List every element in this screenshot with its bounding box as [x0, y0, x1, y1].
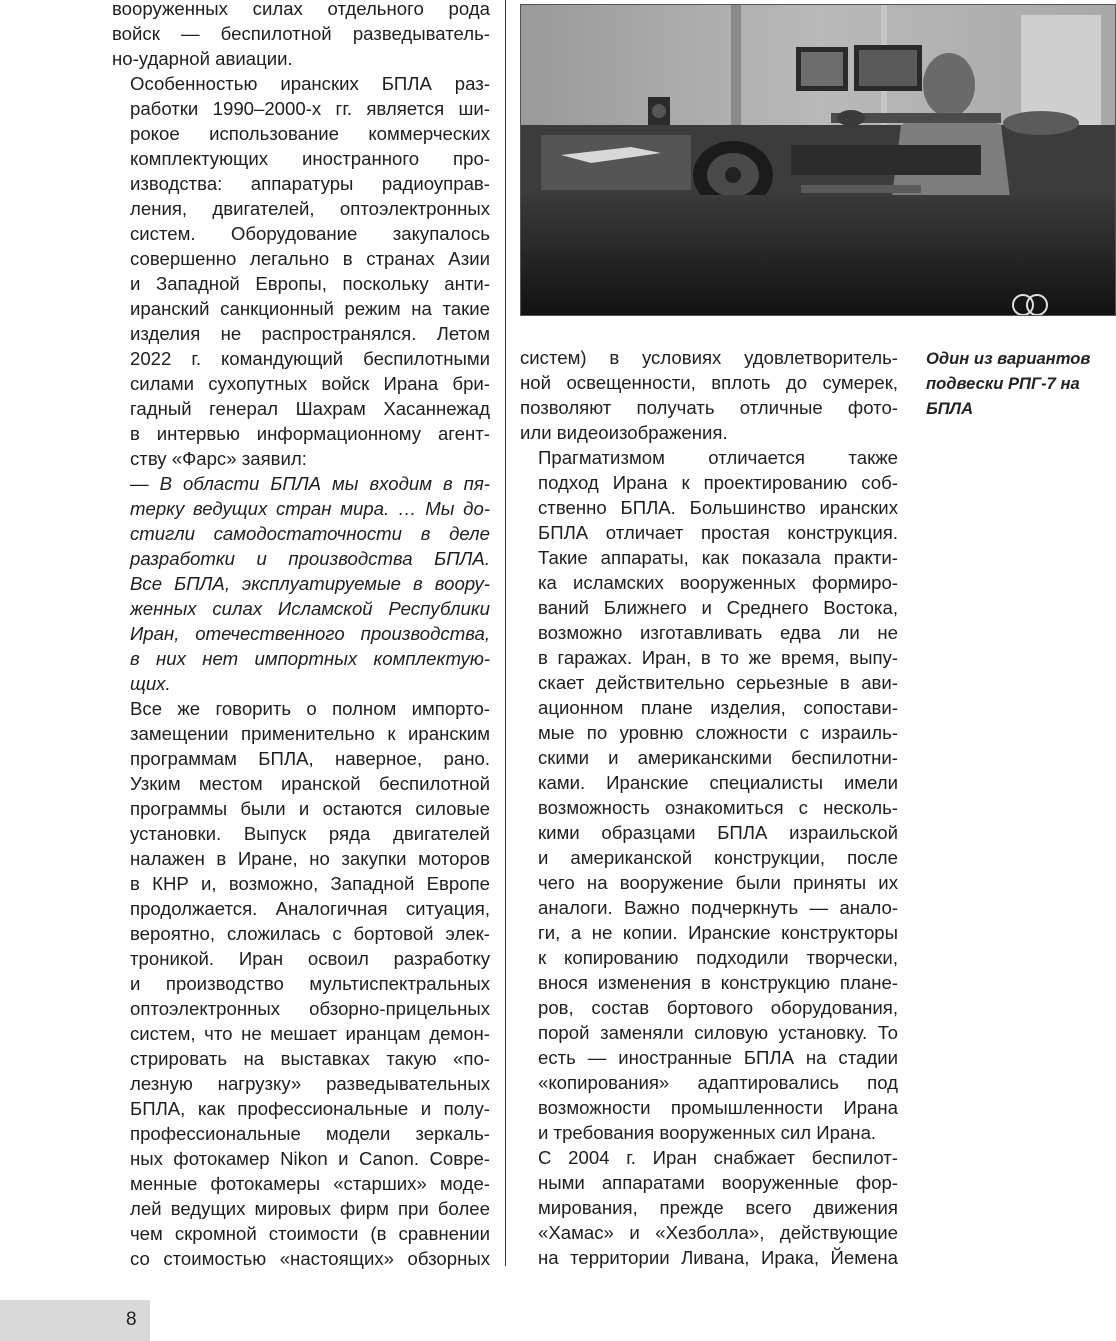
text-line: щих.: [130, 673, 171, 694]
text-line: ка исламских вооруженных формиро-: [538, 572, 898, 593]
text-line: ров, состав бортового оборудования,: [538, 997, 898, 1018]
paragraph-left-2: [112, 71, 490, 471]
text-line: ваний Ближнего и Среднего Востока,: [538, 597, 898, 618]
text-line: терку ведущих стран мира. … Мы до-: [130, 498, 490, 519]
text-line: Узким местом иранской беспилотной: [130, 773, 490, 794]
text-line: мирования, прежде всего движения: [538, 1197, 898, 1218]
text-line: ственно БПЛА. Большинство иранских: [538, 497, 898, 518]
text-line: чего на вооружение были приняты их: [538, 872, 898, 893]
paragraph-right-3: [520, 1145, 898, 1270]
figure-caption: [926, 346, 1116, 421]
text-line: лезную нагрузку» разведывательных: [130, 1073, 490, 1094]
text-line: скает действительно серьезные в ави-: [538, 672, 898, 693]
paragraph-left-4: [112, 696, 490, 1271]
text-line: ления, двигателей, оптоэлектронных: [130, 198, 490, 219]
text-line: мые по уровню сложности с израиль-: [538, 722, 898, 743]
caption-line: Один из вариантов: [926, 349, 1091, 368]
text-line: ных фотокамер Nikon и Canon. Совре-: [130, 1148, 490, 1169]
text-line: иранский санкционный режим на такие: [130, 298, 490, 319]
text-line: налажен в Иране, но закупки моторов: [130, 848, 490, 869]
caption-line: подвески РПГ-7 на: [926, 374, 1080, 393]
text-line: систем. Оборудование закупалось: [130, 223, 490, 244]
text-line: изделия не распространялся. Летом: [130, 323, 490, 344]
text-line: изводства: аппаратуры радиоуправ-: [130, 173, 490, 194]
text-line: ками. Иранские специалисты имели: [538, 772, 898, 793]
text-line: в КНР и, возможно, Западной Европе: [130, 873, 490, 894]
text-line: гадный генерал Шахрам Хасаннежад: [130, 398, 490, 419]
text-line: программы были и остаются силовые: [130, 798, 490, 819]
text-line: есть — иностранные БПЛА на стадии: [538, 1047, 898, 1068]
text-line: порой заменяли силовую установку. То: [538, 1022, 898, 1043]
text-line: — В области БПЛА мы входим в пя-: [130, 473, 490, 494]
paragraph-right-2: [520, 445, 898, 1145]
quote-paragraph: [112, 471, 490, 696]
text-line: продолжается. Аналогичная ситуация,: [130, 898, 490, 919]
text-line: скими и американскими беспилотни-: [538, 747, 898, 768]
text-line: рокое использование коммерческих: [130, 123, 490, 144]
text-line: БПЛА отличает простая конструкция.: [538, 522, 898, 543]
text-line: и Западной Европы, поскольку анти-: [130, 273, 490, 294]
text-line: и американской конструкции, после: [538, 847, 898, 868]
text-line: возможно изготавливать едва ли не: [538, 622, 898, 643]
text-line: и производство мультиспектральных: [130, 973, 490, 994]
text-line: стигли самодостаточности в деле: [130, 523, 490, 544]
text-line: Иран, отечественного производства,: [130, 623, 490, 644]
paragraph-left-1: [112, 0, 490, 71]
text-line: Прагматизмом отличается также: [538, 447, 898, 468]
text-line: разработки и производства БПЛА.: [130, 548, 490, 569]
text-line: в гаражах. Иран, в то же время, выпу-: [538, 647, 898, 668]
text-line: возможность ознакомиться с несколь-: [538, 797, 898, 818]
text-line: со стоимостью «настоящих» обзорных: [130, 1248, 490, 1269]
text-line: в них нет импортных комплектую-: [130, 648, 490, 669]
text-line: Такие аппараты, как показала практи-: [538, 547, 898, 568]
text-line: Все БПЛА, эксплуатируемые в воору-: [130, 573, 490, 594]
text-line: троникой. Иран освоил разработку: [130, 948, 490, 969]
text-line: вероятно, сложилась с бортовой элек-: [130, 923, 490, 944]
text-line: силами сухопутных войск Ирана бри-: [130, 373, 490, 394]
text-line: на территории Ливана, Ирака, Йемена: [538, 1247, 898, 1268]
caption-line: БПЛА: [926, 399, 974, 418]
figure-photo: [520, 4, 1116, 316]
text-line: подход Ирана к проектированию соб-: [538, 472, 898, 493]
text-line: «копирования» адаптировались под: [538, 1072, 898, 1093]
text-line: вооруженных силах отдельного рода: [112, 0, 490, 19]
column-divider: [505, 0, 506, 1266]
text-line: лей ведущих мировых фирм при более: [130, 1198, 490, 1219]
text-line: БПЛА, как профессиональные и полу-: [130, 1098, 490, 1119]
text-line: С 2004 г. Иран снабжает беспилот-: [538, 1147, 898, 1168]
text-line: комплектующих иностранного про-: [130, 148, 490, 169]
text-line: ационном плане изделия, сопостави-: [538, 697, 898, 718]
text-line: но-ударной авиации.: [112, 48, 293, 69]
text-line: чем скромной стоимости (в сравнении: [130, 1223, 490, 1244]
text-line: к копированию подходили творчески,: [538, 947, 898, 968]
page-number: 8: [126, 1309, 137, 1330]
paragraph-right-1: [520, 345, 898, 445]
text-line: профессиональные модели зеркаль-: [130, 1123, 490, 1144]
text-line: 2022 г. командующий беспилотными: [130, 348, 490, 369]
text-line: в интервью информационному агент-: [130, 423, 490, 444]
left-column: [112, 0, 490, 1271]
text-line: аналоги. Важно подчеркнуть — анало-: [538, 897, 898, 918]
text-line: замещении применительно к иранским: [130, 723, 490, 744]
text-line: Особенностью иранских БПЛА раз-: [130, 73, 490, 94]
text-line: установки. Выпуск ряда двигателей: [130, 823, 490, 844]
text-line: Все же говорить о полном импорто-: [130, 698, 490, 719]
text-line: систем, что не мешает иранцам демон-: [130, 1023, 490, 1044]
text-line: женных силах Исламской Республики: [130, 598, 490, 619]
text-line: ной освещенности, вплоть до сумерек,: [520, 372, 898, 393]
text-line: и требования вооруженных сил Ирана.: [538, 1122, 877, 1143]
text-line: менные фотокамеры «старших» моде-: [130, 1173, 490, 1194]
text-line: ги, а не копии. Иранские конструкторы: [538, 922, 898, 943]
text-line: внося изменения в конструкцию плане-: [538, 972, 898, 993]
right-column: [520, 345, 898, 1270]
text-line: позволяют получать отличные фото-: [520, 397, 898, 418]
text-line: ству «Фарс» заявил:: [130, 448, 307, 469]
text-line: программам БПЛА, наверное, рано.: [130, 748, 490, 769]
text-line: ными аппаратами вооруженные фор-: [538, 1172, 898, 1193]
text-line: возможности промышленности Ирана: [538, 1097, 898, 1118]
text-line: работки 1990–2000-х гг. является ши-: [130, 98, 490, 119]
text-line: «Хамас» и «Хезболла», действующие: [538, 1222, 898, 1243]
text-line: оптоэлектронных обзорно-прицельных: [130, 998, 490, 1019]
text-line: совершенно легально в странах Азии: [130, 248, 490, 269]
text-line: кими образцами БПЛА израильской: [538, 822, 898, 843]
text-line: или видеоизображения.: [520, 422, 728, 443]
text-line: войск — беспилотной разведыватель-: [112, 23, 490, 44]
text-line: стрировать на выставках такую «по-: [130, 1048, 490, 1069]
text-line: систем) в условиях удовлетворитель-: [520, 347, 898, 368]
